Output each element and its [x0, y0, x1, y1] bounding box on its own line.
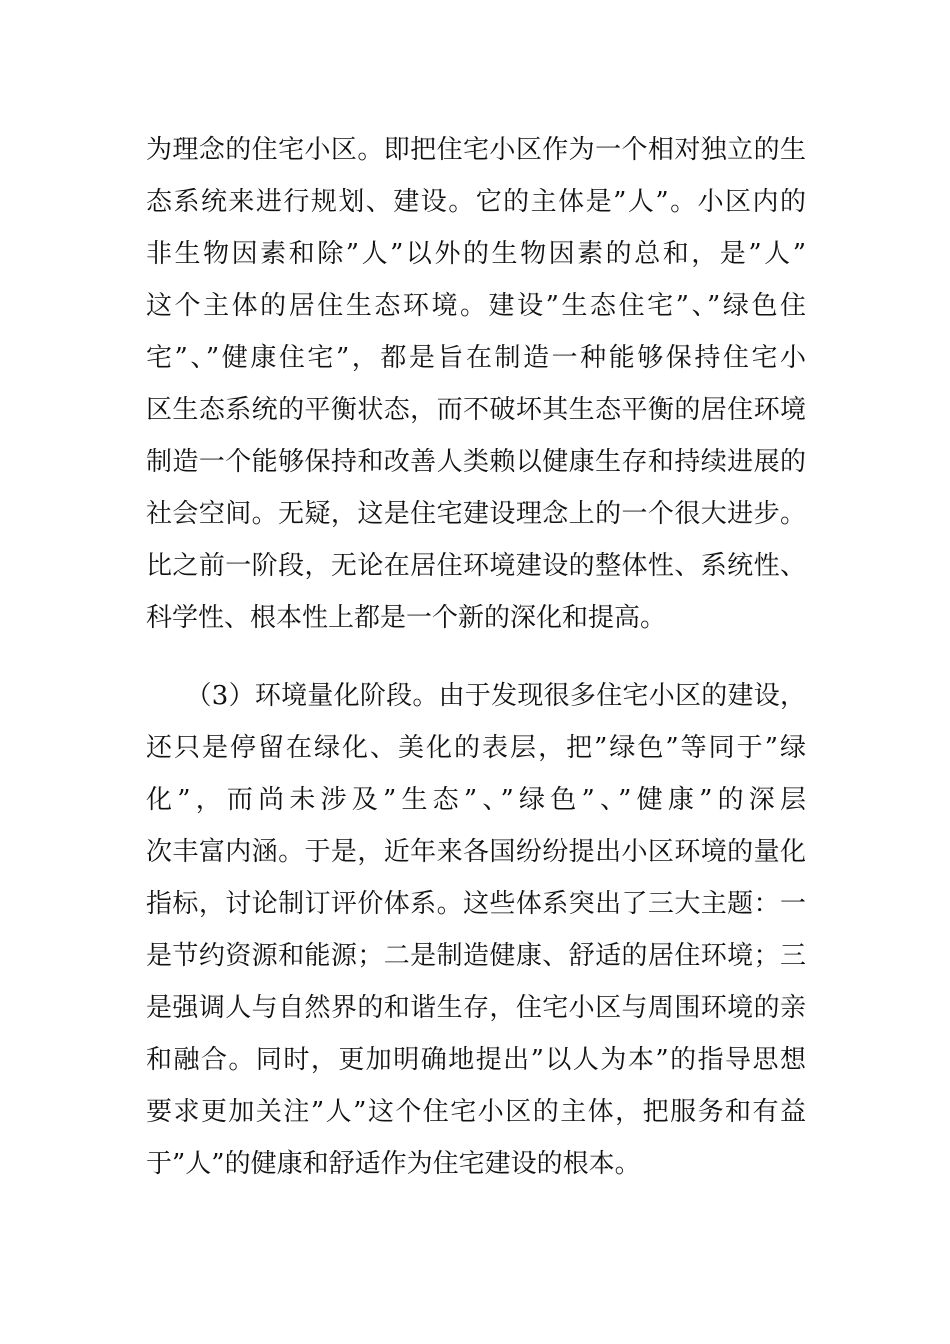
text-line: 这个主体的居住生态环境。建设”生态住宅”、”绿色住 — [146, 291, 806, 321]
text-line: 化”，而尚未涉及”生态”、”绿色”、”健康”的深层 — [146, 785, 806, 815]
text-line: 和融合。同时，更加明确地提出”以人为本”的指导思想 — [146, 1045, 806, 1075]
text-line: 于”人”的健康和舒适作为住宅建设的根本。 — [146, 1149, 641, 1179]
text-line: 制造一个能够保持和改善人类赖以健康生存和持续进展的 — [146, 447, 806, 477]
text-line: 是强调人与自然界的和谐生存，住宅小区与周围环境的亲 — [146, 993, 806, 1023]
text-line: 社会空间。无疑，这是住宅建设理念上的一个很大进步。 — [146, 499, 806, 529]
text-line: 指标，讨论制订评价体系。这些体系突出了三大主题：一 — [146, 889, 806, 919]
text-line: 为理念的住宅小区。即把住宅小区作为一个相对独立的生 — [146, 135, 806, 165]
text-line: 还只是停留在绿化、美化的表层，把”绿色”等同于”绿 — [146, 733, 806, 763]
text-line: 宅”、”健康住宅”，都是旨在制造一种能够保持住宅小 — [146, 343, 806, 373]
text-line: 态系统来进行规划、建设。它的主体是”人”。小区内的 — [146, 187, 806, 217]
text-line: 科学性、根本性上都是一个新的深化和提高。 — [146, 603, 667, 633]
text-line: 区生态系统的平衡状态，而不破坏其生态平衡的居住环境 — [146, 395, 806, 425]
text-line: 是节约资源和能源；二是制造健康、舒适的居住环境；三 — [146, 941, 806, 971]
text-line: 非生物因素和除”人”以外的生物因素的总和，是”人” — [146, 239, 806, 269]
paragraph-ecological-concept — [146, 124, 806, 644]
text-line: （3）环境量化阶段。由于发现很多住宅小区的建设， — [146, 681, 806, 711]
paragraph-environment-quantification — [146, 670, 806, 1190]
text-line: 比之前一阶段，无论在居住环境建设的整体性、系统性、 — [146, 551, 806, 581]
text-line: 次丰富内涵。于是，近年来各国纷纷提出小区环境的量化 — [146, 837, 806, 867]
text-line: 要求更加关注”人”这个住宅小区的主体，把服务和有益 — [146, 1097, 806, 1127]
